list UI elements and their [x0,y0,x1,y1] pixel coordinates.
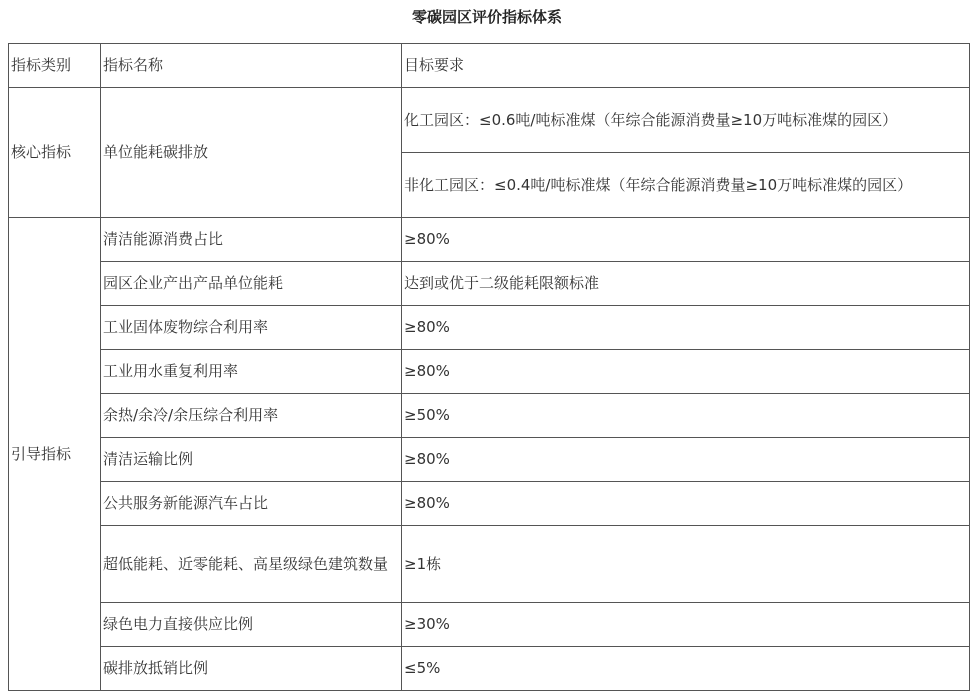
guide-row-2 [9,262,970,306]
header-row [9,44,970,88]
guide-name-2: 园区企业产出产品单位能耗 [101,262,402,306]
guide-row-6 [9,438,970,482]
guide-target-7: ≥80% [402,482,970,526]
guide-name-7: 公共服务新能源汽车占比 [101,482,402,526]
guide-target-3: ≥80% [402,306,970,350]
guide-target-6: ≥80% [402,438,970,482]
guide-name-9: 绿色电力直接供应比例 [101,603,402,647]
core-row-1 [9,88,970,153]
core-target-chemical: 化工园区：≤0.6吨/吨标准煤（年综合能源消费量≥10万吨标准煤的园区） [402,88,970,153]
guide-row-5 [9,394,970,438]
guide-name-1: 清洁能源消费占比 [101,218,402,262]
guide-target-4: ≥80% [402,350,970,394]
header-name: 指标名称 [101,44,402,88]
header-target: 目标要求 [402,44,970,88]
guide-target-10: ≤5% [402,647,970,691]
guide-row-1 [9,218,970,262]
guide-name-8: 超低能耗、近零能耗、高星级绿色建筑数量 [101,526,402,603]
guide-row-9 [9,603,970,647]
guide-category-cell: 引导指标 [9,218,101,691]
indicator-table [8,43,970,691]
guide-name-3: 工业固体废物综合利用率 [101,306,402,350]
guide-row-10 [9,647,970,691]
guide-row-3 [9,306,970,350]
guide-name-6: 清洁运输比例 [101,438,402,482]
guide-row-7 [9,482,970,526]
guide-target-9: ≥30% [402,603,970,647]
document-title: 零碳园区评价指标体系 [411,8,562,26]
header-category: 指标类别 [9,44,101,88]
guide-target-5: ≥50% [402,394,970,438]
core-target-nonchemical: 非化工园区：≤0.4吨/吨标准煤（年综合能源消费量≥10万吨标准煤的园区） [402,153,970,218]
guide-target-8: ≥1栋 [402,526,970,603]
guide-row-4 [9,350,970,394]
guide-target-2: 达到或优于二级能耗限额标准 [402,262,970,306]
core-name-cell: 单位能耗碳排放 [101,88,402,218]
guide-name-10: 碳排放抵销比例 [101,647,402,691]
guide-target-1: ≥80% [402,218,970,262]
core-category-cell: 核心指标 [9,88,101,218]
guide-name-4: 工业用水重复利用率 [101,350,402,394]
guide-row-8 [9,526,970,603]
guide-name-5: 余热/余冷/余压综合利用率 [101,394,402,438]
